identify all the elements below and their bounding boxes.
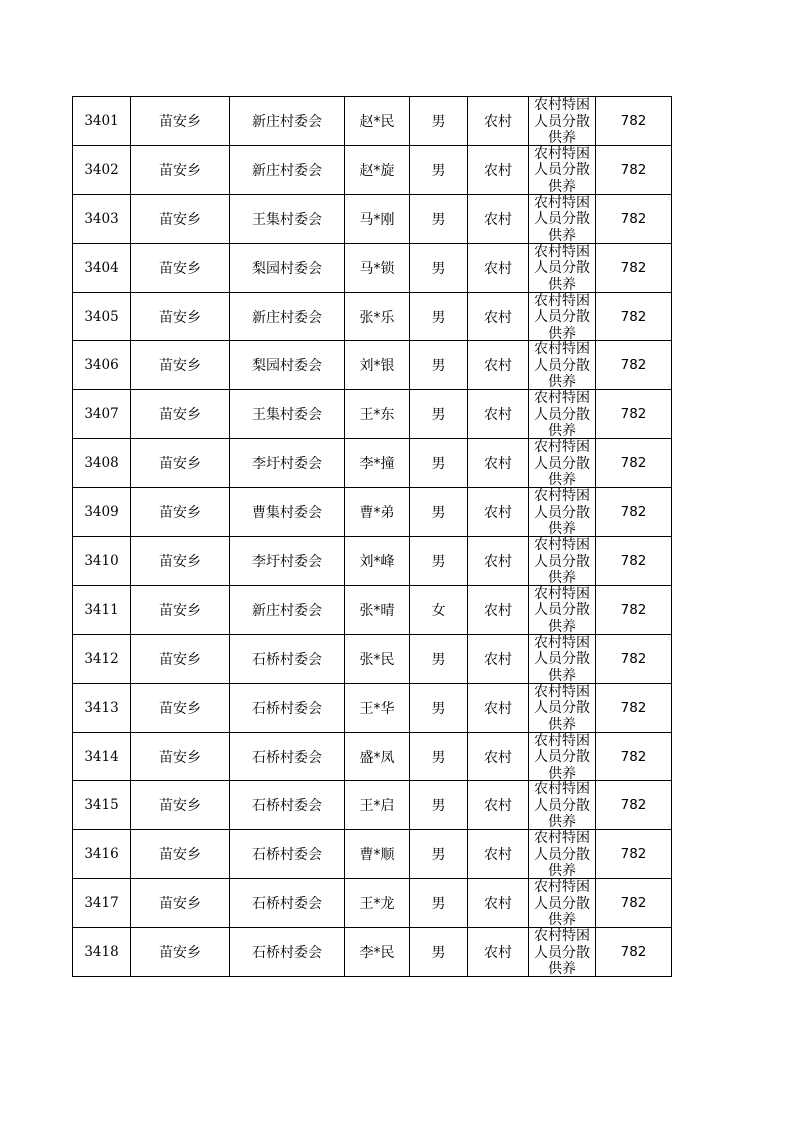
township-cell: 苗安乡 [131, 341, 230, 390]
person-name-cell: 赵*旋 [345, 145, 410, 194]
table-row [73, 390, 672, 439]
residence-type-cell: 农村 [468, 537, 529, 586]
person-name-cell: 李*撞 [345, 439, 410, 488]
amount-cell: 782 [596, 390, 672, 439]
record-id-cell: 3410 [73, 537, 131, 586]
table-row [73, 292, 672, 341]
support-category-cell [529, 341, 596, 390]
village-committee-cell: 梨园村委会 [230, 243, 345, 292]
township-cell: 苗安乡 [131, 537, 230, 586]
gender-cell: 男 [410, 488, 468, 537]
village-committee-cell: 王集村委会 [230, 390, 345, 439]
person-name-cell: 张*乐 [345, 292, 410, 341]
residence-type-cell: 农村 [468, 634, 529, 683]
record-id-cell: 3415 [73, 781, 131, 830]
township-cell: 苗安乡 [131, 292, 230, 341]
amount-cell: 782 [596, 830, 672, 879]
support-category-text: 农村特困人员分散供养 [533, 341, 590, 389]
person-name-cell: 赵*民 [345, 97, 410, 146]
township-cell: 苗安乡 [131, 879, 230, 928]
amount-cell: 782 [596, 781, 672, 830]
table-row [73, 488, 672, 537]
record-id-cell: 3409 [73, 488, 131, 537]
residence-type-cell: 农村 [468, 194, 529, 243]
record-id-cell: 3414 [73, 732, 131, 781]
residence-type-cell: 农村 [468, 390, 529, 439]
village-committee-cell: 石桥村委会 [230, 830, 345, 879]
township-cell: 苗安乡 [131, 634, 230, 683]
residence-type-cell: 农村 [468, 879, 529, 928]
village-committee-cell: 石桥村委会 [230, 732, 345, 781]
table-row [73, 634, 672, 683]
gender-cell: 男 [410, 292, 468, 341]
person-name-cell: 李*民 [345, 928, 410, 977]
support-category-text: 农村特困人员分散供养 [533, 781, 590, 829]
gender-cell: 男 [410, 683, 468, 732]
support-category-cell [529, 537, 596, 586]
residence-type-cell: 农村 [468, 292, 529, 341]
township-cell: 苗安乡 [131, 585, 230, 634]
township-cell: 苗安乡 [131, 145, 230, 194]
support-category-cell [529, 97, 596, 146]
township-cell: 苗安乡 [131, 194, 230, 243]
gender-cell: 男 [410, 145, 468, 194]
support-category-text: 农村特困人员分散供养 [533, 390, 590, 438]
support-category-cell [529, 292, 596, 341]
gender-cell: 男 [410, 634, 468, 683]
record-id-cell: 3404 [73, 243, 131, 292]
amount-cell: 782 [596, 292, 672, 341]
gender-cell: 男 [410, 879, 468, 928]
person-name-cell: 马*锁 [345, 243, 410, 292]
township-cell: 苗安乡 [131, 243, 230, 292]
support-category-text: 农村特困人员分散供养 [533, 928, 590, 976]
beneficiary-table [72, 96, 672, 977]
support-category-cell [529, 585, 596, 634]
amount-cell: 782 [596, 879, 672, 928]
gender-cell: 男 [410, 830, 468, 879]
support-category-text: 农村特困人员分散供养 [533, 830, 590, 878]
support-category-text: 农村特困人员分散供养 [533, 292, 590, 340]
residence-type-cell: 农村 [468, 683, 529, 732]
person-name-cell: 王*龙 [345, 879, 410, 928]
gender-cell: 男 [410, 243, 468, 292]
person-name-cell: 张*晴 [345, 585, 410, 634]
village-committee-cell: 王集村委会 [230, 194, 345, 243]
residence-type-cell: 农村 [468, 145, 529, 194]
gender-cell: 男 [410, 194, 468, 243]
support-category-cell [529, 194, 596, 243]
gender-cell: 男 [410, 781, 468, 830]
table-row [73, 732, 672, 781]
support-category-text: 农村特困人员分散供养 [533, 537, 590, 585]
record-id-cell: 3406 [73, 341, 131, 390]
support-category-cell [529, 488, 596, 537]
table-row [73, 928, 672, 977]
residence-type-cell: 农村 [468, 488, 529, 537]
gender-cell: 男 [410, 928, 468, 977]
residence-type-cell: 农村 [468, 928, 529, 977]
table-row [73, 194, 672, 243]
support-category-text: 农村特困人员分散供养 [533, 585, 590, 633]
table-body [73, 97, 672, 977]
amount-cell: 782 [596, 341, 672, 390]
support-category-text: 农村特困人员分散供养 [533, 243, 590, 291]
support-category-text: 农村特困人员分散供养 [533, 194, 590, 242]
record-id-cell: 3418 [73, 928, 131, 977]
township-cell: 苗安乡 [131, 928, 230, 977]
township-cell: 苗安乡 [131, 683, 230, 732]
village-committee-cell: 曹集村委会 [230, 488, 345, 537]
amount-cell: 782 [596, 634, 672, 683]
village-committee-cell: 李圩村委会 [230, 439, 345, 488]
support-category-cell [529, 879, 596, 928]
village-committee-cell: 梨园村委会 [230, 341, 345, 390]
township-cell: 苗安乡 [131, 439, 230, 488]
village-committee-cell: 新庄村委会 [230, 585, 345, 634]
record-id-cell: 3416 [73, 830, 131, 879]
village-committee-cell: 石桥村委会 [230, 928, 345, 977]
table-row [73, 145, 672, 194]
gender-cell: 女 [410, 585, 468, 634]
residence-type-cell: 农村 [468, 585, 529, 634]
village-committee-cell: 李圩村委会 [230, 537, 345, 586]
residence-type-cell: 农村 [468, 341, 529, 390]
record-id-cell: 3411 [73, 585, 131, 634]
amount-cell: 782 [596, 683, 672, 732]
record-id-cell: 3408 [73, 439, 131, 488]
person-name-cell: 张*民 [345, 634, 410, 683]
gender-cell: 男 [410, 97, 468, 146]
record-id-cell: 3412 [73, 634, 131, 683]
residence-type-cell: 农村 [468, 243, 529, 292]
township-cell: 苗安乡 [131, 830, 230, 879]
township-cell: 苗安乡 [131, 97, 230, 146]
table-row [73, 830, 672, 879]
village-committee-cell: 石桥村委会 [230, 879, 345, 928]
residence-type-cell: 农村 [468, 781, 529, 830]
residence-type-cell: 农村 [468, 732, 529, 781]
amount-cell: 782 [596, 732, 672, 781]
township-cell: 苗安乡 [131, 781, 230, 830]
support-category-cell [529, 390, 596, 439]
gender-cell: 男 [410, 732, 468, 781]
village-committee-cell: 新庄村委会 [230, 97, 345, 146]
amount-cell: 782 [596, 537, 672, 586]
gender-cell: 男 [410, 439, 468, 488]
record-id-cell: 3407 [73, 390, 131, 439]
person-name-cell: 刘*银 [345, 341, 410, 390]
township-cell: 苗安乡 [131, 390, 230, 439]
amount-cell: 782 [596, 488, 672, 537]
gender-cell: 男 [410, 537, 468, 586]
support-category-cell [529, 634, 596, 683]
person-name-cell: 曹*弟 [345, 488, 410, 537]
person-name-cell: 刘*峰 [345, 537, 410, 586]
table-row [73, 781, 672, 830]
village-committee-cell: 石桥村委会 [230, 781, 345, 830]
amount-cell: 782 [596, 243, 672, 292]
support-category-text: 农村特困人员分散供养 [533, 683, 590, 731]
support-category-text: 农村特困人员分散供养 [533, 145, 590, 193]
support-category-text: 农村特困人员分散供养 [533, 97, 590, 144]
record-id-cell: 3405 [73, 292, 131, 341]
residence-type-cell: 农村 [468, 830, 529, 879]
support-category-text: 农村特困人员分散供养 [533, 488, 590, 536]
township-cell: 苗安乡 [131, 732, 230, 781]
table-row [73, 97, 672, 146]
village-committee-cell: 石桥村委会 [230, 634, 345, 683]
person-name-cell: 王*东 [345, 390, 410, 439]
support-category-cell [529, 243, 596, 292]
person-name-cell: 王*启 [345, 781, 410, 830]
support-category-cell [529, 145, 596, 194]
amount-cell: 782 [596, 928, 672, 977]
township-cell: 苗安乡 [131, 488, 230, 537]
table-row [73, 879, 672, 928]
support-category-cell [529, 781, 596, 830]
record-id-cell: 3401 [73, 97, 131, 146]
residence-type-cell: 农村 [468, 439, 529, 488]
record-id-cell: 3403 [73, 194, 131, 243]
residence-type-cell: 农村 [468, 97, 529, 146]
gender-cell: 男 [410, 390, 468, 439]
support-category-text: 农村特困人员分散供养 [533, 879, 590, 927]
person-name-cell: 曹*顺 [345, 830, 410, 879]
gender-cell: 男 [410, 341, 468, 390]
table-row [73, 341, 672, 390]
record-id-cell: 3402 [73, 145, 131, 194]
support-category-text: 农村特困人员分散供养 [533, 634, 590, 682]
amount-cell: 782 [596, 439, 672, 488]
person-name-cell: 王*华 [345, 683, 410, 732]
amount-cell: 782 [596, 97, 672, 146]
table-row [73, 537, 672, 586]
support-category-text: 农村特困人员分散供养 [533, 732, 590, 780]
village-committee-cell: 新庄村委会 [230, 145, 345, 194]
amount-cell: 782 [596, 194, 672, 243]
amount-cell: 782 [596, 585, 672, 634]
support-category-cell [529, 928, 596, 977]
table-row [73, 683, 672, 732]
support-category-text: 农村特困人员分散供养 [533, 439, 590, 487]
person-name-cell: 盛*凤 [345, 732, 410, 781]
table-row [73, 243, 672, 292]
person-name-cell: 马*刚 [345, 194, 410, 243]
table-row [73, 439, 672, 488]
village-committee-cell: 石桥村委会 [230, 683, 345, 732]
support-category-cell [529, 439, 596, 488]
record-id-cell: 3417 [73, 879, 131, 928]
village-committee-cell: 新庄村委会 [230, 292, 345, 341]
support-category-cell [529, 830, 596, 879]
record-id-cell: 3413 [73, 683, 131, 732]
table-row [73, 585, 672, 634]
support-category-cell [529, 732, 596, 781]
support-category-cell [529, 683, 596, 732]
amount-cell: 782 [596, 145, 672, 194]
